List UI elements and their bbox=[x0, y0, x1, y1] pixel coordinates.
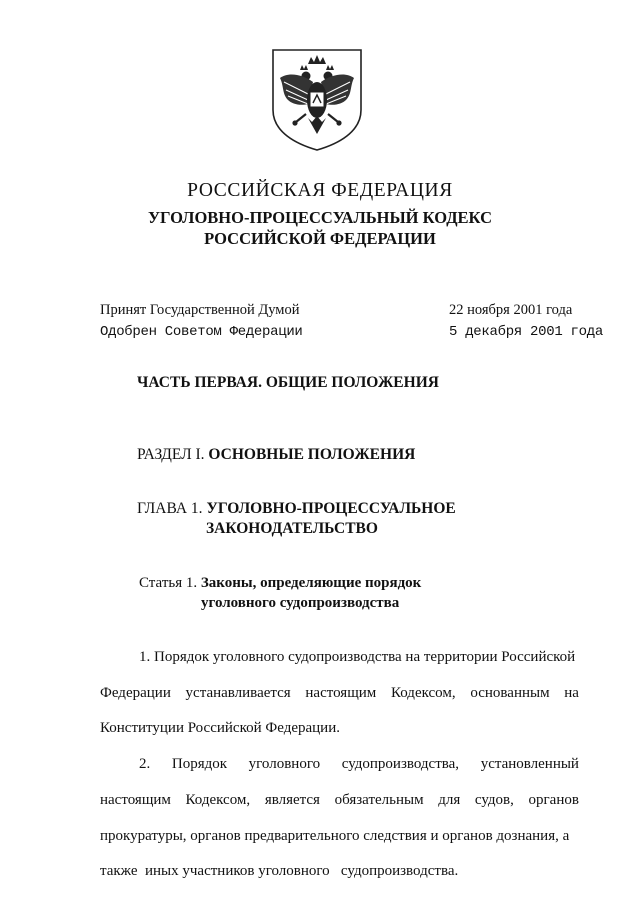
word: является bbox=[264, 792, 320, 808]
word: Кодексом, bbox=[185, 792, 251, 808]
word: Порядок bbox=[171, 756, 228, 772]
word: настоящим bbox=[305, 685, 377, 701]
paragraph-2-line-4: также иных участников уголовного судопроизводства. bbox=[100, 863, 459, 879]
russian-coat-of-arms-icon bbox=[270, 48, 364, 152]
word: на bbox=[564, 685, 579, 701]
word: устанавливается bbox=[185, 685, 291, 701]
paragraph-2-line-2 bbox=[100, 792, 579, 809]
word: 2. bbox=[139, 756, 151, 772]
approved-date: 5 декабря 2001 года bbox=[449, 324, 603, 340]
paragraph-1-line-2 bbox=[100, 685, 579, 702]
article-heading bbox=[139, 575, 421, 592]
word: судов, bbox=[474, 792, 514, 808]
section-heading bbox=[137, 446, 415, 464]
article-title-line-1: Законы, определяющие порядок bbox=[200, 575, 422, 591]
word: основанным bbox=[470, 685, 550, 701]
paragraph-1-line-3: Конституции Российской Федерации. bbox=[100, 720, 340, 736]
article-title-line-2: уголовного судопроизводства bbox=[201, 595, 400, 611]
section-prefix: РАЗДЕЛ I. bbox=[137, 446, 205, 463]
code-title-line-1: УГОЛОВНО-ПРОЦЕССУАЛЬНЫЙ КОДЕКС bbox=[147, 208, 493, 227]
chapter-title-line-1: УГОЛОВНО-ПРОЦЕССУАЛЬНОЕ bbox=[206, 500, 456, 517]
code-title-line-2: РОССИЙСКОЙ ФЕДЕРАЦИИ bbox=[204, 229, 436, 248]
word: Федерации bbox=[100, 685, 171, 701]
chapter-heading bbox=[137, 500, 456, 518]
part-title: ЧАСТЬ ПЕРВАЯ. ОБЩИЕ ПОЛОЖЕНИЯ bbox=[137, 374, 439, 391]
word: для bbox=[438, 792, 461, 808]
word: настоящим bbox=[100, 792, 171, 808]
adopted-by-duma: Принят Государственной Думой bbox=[100, 302, 300, 318]
word: обязательным bbox=[334, 792, 424, 808]
chapter-prefix: ГЛАВА 1. bbox=[137, 500, 203, 517]
word: Кодексом, bbox=[390, 685, 456, 701]
word: установленный bbox=[480, 756, 579, 772]
adopted-date: 22 ноября 2001 года bbox=[449, 302, 573, 318]
paragraph-1-line-1: 1. Порядок уголовного судопроизводства на территории Российской bbox=[139, 649, 576, 665]
paragraph-2-line-3: прокуратуры, органов предварительного следствия и органов дознания, а bbox=[100, 828, 570, 844]
article-prefix: Статья 1. bbox=[139, 575, 198, 591]
section-title: ОСНОВНЫЕ ПОЛОЖЕНИЯ bbox=[208, 446, 416, 463]
country-name: РОССИЙСКАЯ ФЕДЕРАЦИЯ bbox=[187, 180, 453, 201]
word: уголовного bbox=[248, 756, 321, 772]
word: органов bbox=[528, 792, 579, 808]
word: судопроизводства, bbox=[341, 756, 460, 772]
approved-by-federation-council: Одобрен Советом Федерации bbox=[100, 324, 303, 340]
chapter-title-line-2: ЗАКОНОДАТЕЛЬСТВО bbox=[206, 520, 378, 537]
paragraph-2-line-1 bbox=[139, 756, 579, 773]
